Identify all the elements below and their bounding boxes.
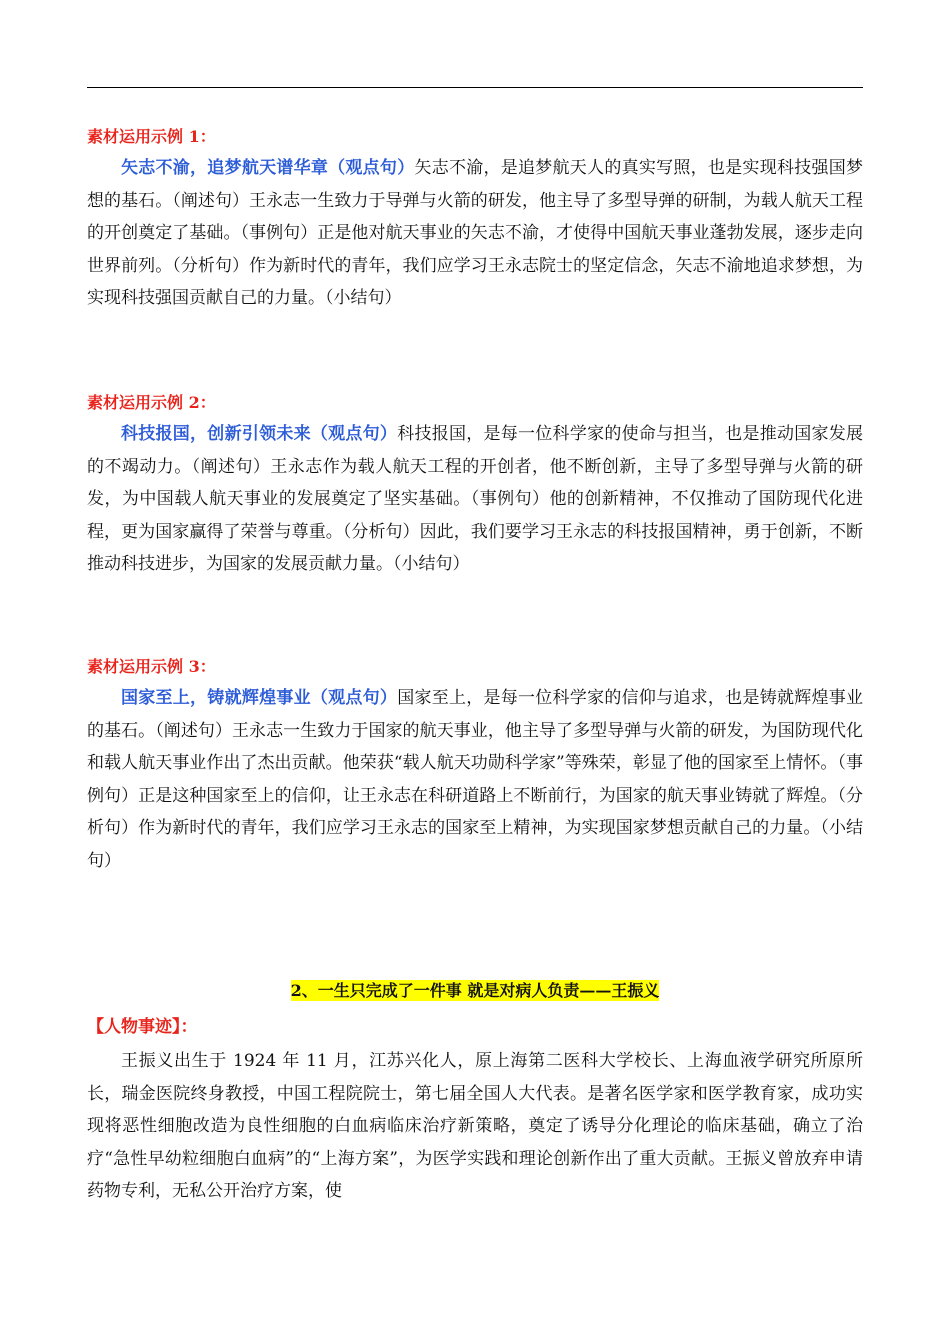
example-2-title: 素材运用示例 2： xyxy=(87,393,216,412)
example-1-title: 素材运用示例 1： xyxy=(87,127,216,146)
example-3-title: 素材运用示例 3： xyxy=(87,657,216,676)
example-3 xyxy=(87,656,863,877)
example-2-lead: 科技报国，创新引领未来（观点句） xyxy=(121,424,398,444)
example-1-text: 矢志不渝，是追梦航天人的真实写照，也是实现科技强国梦想的基石。（阐述句）王永志一生致力于导弹与火箭的研发，他主导了多型导弹的研制，为载人航天工程的开创奠定了基础。（事例句）正是他对航天事业的矢志不渝，才使得中国航天事业蓬勃发展，逐步走向世界前列。（分析句）作为新时代的青年，我们应学习王永志院士的坚定信念，矢志不渝地追求梦想，为实现科技强国贡献自己的力量。（小结句） xyxy=(87,158,863,308)
header-rule xyxy=(87,87,863,88)
example-1-body xyxy=(87,152,863,315)
example-3-text: 国家至上，是每一位科学家的信仰与追求，也是铸就辉煌事业的基石。（阐述句）王永志一生致力于国家的航天事业，他主导了多型导弹与火箭的研发，为国防现代化和载人航天事业作出了杰出贡献。他荣获“载人航天功勋科学家”等殊荣，彰显了他的国家至上情怀。（事例句）正是这种国家至上的信仰，让王永志在科研道路上不断前行，为国家的航天事业铸就了辉煌。（分析句）作为新时代的青年，我们应学习王永志的国家至上精神，为实现国家梦想贡献自己的力量。（小结句） xyxy=(87,688,864,871)
example-3-body xyxy=(87,682,863,877)
example-2-text: 科技报国，是每一位科学家的使命与担当，也是推动国家发展的不竭动力。（阐述句）王永志作为载人航天工程的开创者，他不断创新，主导了多型导弹与火箭的研发，为中国载人航天事业的发展奠定了坚实基础。（事例句）他的创新精神，不仅推动了国防现代化进程，更为国家赢得了荣誉与尊重。（分析句）因此，我们要学习王永志的科技报国精神，勇于创新，不断推动科技进步，为国家的发展贡献力量。（小结句） xyxy=(87,424,864,574)
example-1 xyxy=(87,126,863,315)
section-heading-text: 2、一生只完成了一件事 就是对病人负责——王振义 xyxy=(290,981,660,1000)
example-1-lead: 矢志不渝，追梦航天谱华章（观点句） xyxy=(121,158,415,178)
person-story-body: 王振义出生于 1924 年 11 月，江苏兴化人，原上海第二医科大学校长、上海血液学研究所原所长，瑞金医院终身教授，中国工程院院士，第七届全国人大代表。是著名医学家和医学教育家，成功实现将恶性细胞改造为良性细胞的白血病临床治疗新策略，奠定了诱导分化理论的临床基础，确立了治疗“急性早幼粒细胞白血病”的“上海方案”，为医学实践和理论创新作出了重大贡献。王振义曾放弃申请药物专利，无私公开治疗方案，使 xyxy=(87,1051,863,1201)
example-2-body xyxy=(87,418,863,581)
example-2 xyxy=(87,392,863,581)
section-heading xyxy=(0,980,950,1002)
person-story-title: 【人物事迹】： xyxy=(87,1017,198,1037)
example-3-lead: 国家至上，铸就辉煌事业（观点句） xyxy=(121,688,398,708)
